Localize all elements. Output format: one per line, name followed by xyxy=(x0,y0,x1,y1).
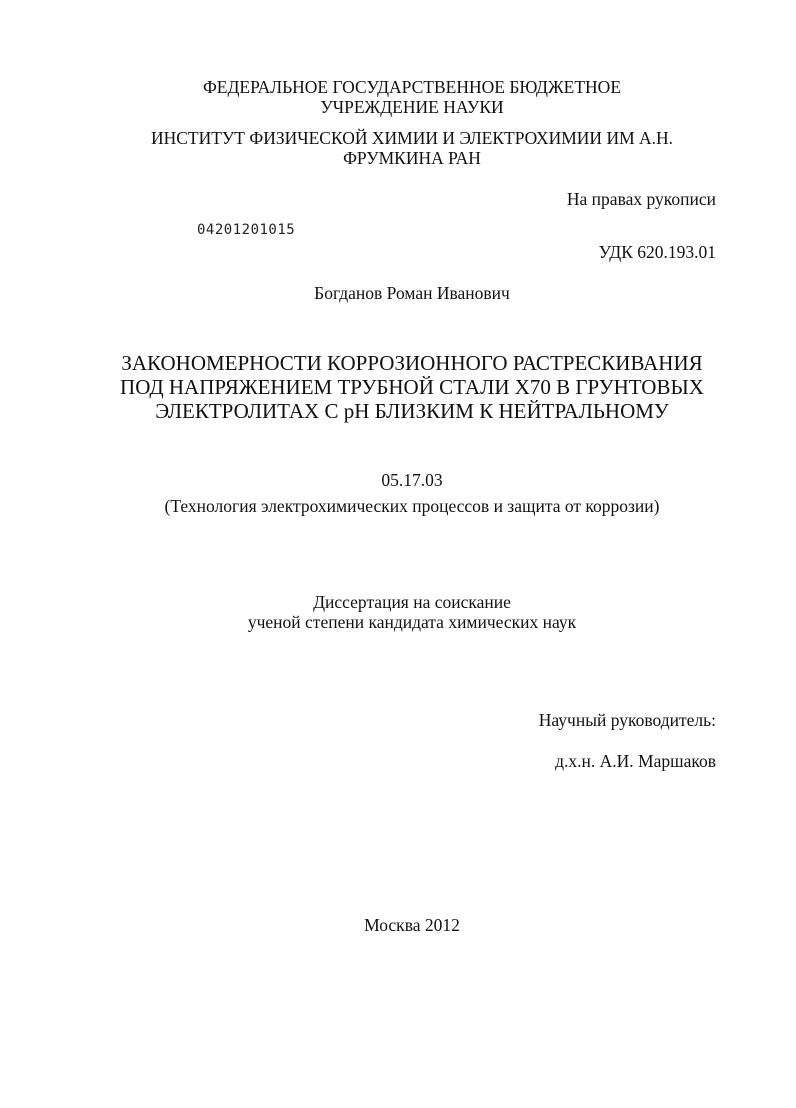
specialty-name: (Технология электрохимических процессов и защита от коррозии) xyxy=(164,496,660,516)
udc-code: УДК 620.193.01 xyxy=(598,242,716,262)
supervisor-name: д.х.н. А.И. Маршаков xyxy=(555,751,716,771)
dissertation-line1: Диссертация на соискание xyxy=(313,592,511,612)
supervisor-label: Научный руководитель: xyxy=(538,710,716,730)
specialty-code: 05.17.03 xyxy=(381,470,443,490)
org-name-line2: УЧРЕЖДЕНИЕ НАУКИ xyxy=(320,97,504,117)
city-year: Москва 2012 xyxy=(364,915,460,935)
institute-name-line1: ИНСТИТУТ ФИЗИЧЕСКОЙ ХИМИИ И ЭЛЕКТРОХИМИИ ИМ А.Н. xyxy=(150,128,674,148)
thesis-title-line1: ЗАКОНОМЕРНОСТИ КОРРОЗИОННОГО РАСТРЕСКИВАНИЯ xyxy=(121,351,703,375)
thesis-title-line3: ЭЛЕКТРОЛИТАХ С pH БЛИЗКИМ К НЕЙТРАЛЬНОМУ xyxy=(155,399,669,423)
registration-stamp-number: 04201201015 xyxy=(197,222,296,238)
dissertation-line2: ученой степени кандидата химических наук xyxy=(247,612,577,632)
thesis-title-line2: ПОД НАПРЯЖЕНИЕМ ТРУБНОЙ СТАЛИ Х70 В ГРУНТОВЫХ xyxy=(120,375,704,399)
author-name: Богданов Роман Иванович xyxy=(314,283,510,303)
org-name-line1: ФЕДЕРАЛЬНОЕ ГОСУДАРСТВЕННОЕ БЮДЖЕТНОЕ xyxy=(202,77,622,97)
institute-name-line2: ФРУМКИНА РАН xyxy=(343,148,481,168)
manuscript-note: На правах рукописи xyxy=(566,189,716,209)
